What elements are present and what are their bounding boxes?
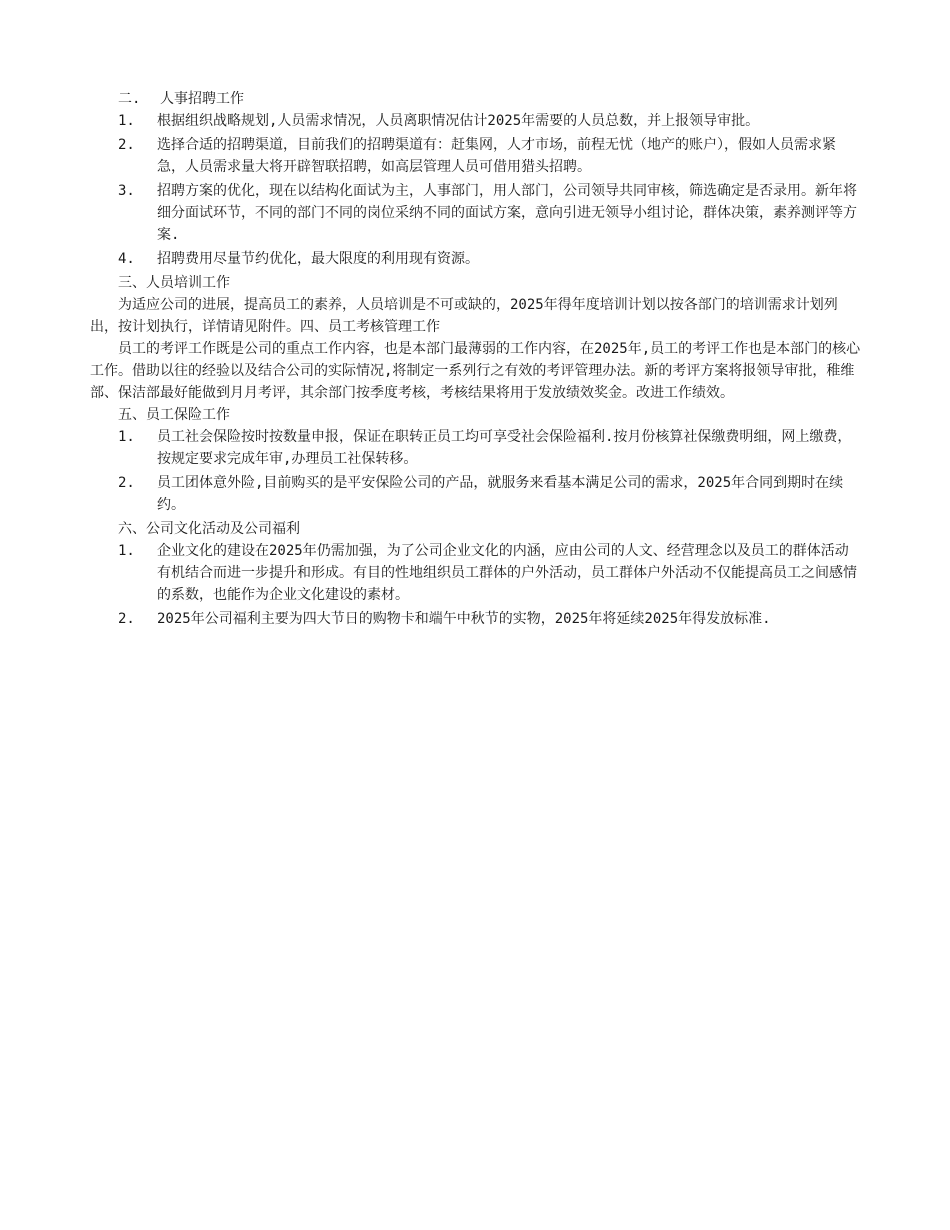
- list-item-text: 企业文化的建设在2025年仍需加强，为了公司企业文化的内涵，应由公司的人文、经营理念以及员工的群体活动有机结合而进一步提升和形成。有目的性地组织员工群体的户外活动，员工群体户外活动不仅能提高员工之间感情的系数，也能作为企业文化建设的素材。: [157, 543, 857, 603]
- list-item: [90, 248, 862, 270]
- training-paragraph: 为适应公司的进展，提高员工的素养，人员培训是不可或缺的，2025年得年度培训计划以按各部门的培训需求计划列出，按计划执行，详情请见附件。四、员工考核管理工作: [90, 297, 838, 335]
- list-item-text: 招聘方案的优化，现在以结构化面试为主，人事部门，用人部门，公司领导共同审核，筛选确定是否录用。新年将细分面试环节，不同的部门不同的岗位采纳不同的面试方案，意向引进无领导小组讨论，群体决策，素养测评等方案.: [157, 183, 857, 243]
- document-body: [90, 88, 862, 632]
- list-item: [90, 472, 862, 516]
- list-item: [90, 608, 862, 630]
- list-marker: 2.: [118, 137, 135, 153]
- list-marker: 1.: [118, 429, 135, 445]
- section-number: 二.: [118, 91, 141, 107]
- list-item-text: 2025年公司福利主要为四大节日的购物卡和端午中秋节的实物，2025年将延续2025年得发放标准.: [157, 611, 771, 627]
- list-item: [90, 110, 862, 132]
- list-marker: 1.: [118, 113, 135, 129]
- list-item: [90, 426, 862, 470]
- list-marker: 4.: [118, 251, 135, 267]
- recruitment-list: [90, 110, 862, 270]
- list-item: [90, 134, 862, 178]
- list-marker: 2.: [118, 611, 135, 627]
- section-heading-recruitment: [90, 88, 862, 110]
- list-item-text: 招聘费用尽量节约优化，最大限度的利用现有资源。: [157, 251, 479, 267]
- list-item-text: 根据组织战略规划,人员需求情况，人员离职情况估计2025年需要的人员总数，并上报领导审批。: [157, 113, 760, 129]
- list-item-text: 员工社会保险按时按数量申报，保证在职转正员工均可享受社会保险福利.按月份核算社保缴费明细，网上缴费，按规定要求完成年审,办理员工社保转移。: [157, 429, 852, 467]
- appraisal-paragraph: 员工的考评工作既是公司的重点工作内容，也是本部门最薄弱的工作内容，在2025年,员工的考评工作也是本部门的核心工作。借助以往的经验以及结合公司的实际情况,将制定一系列行之有效的考评管理办法。新的考评方案将报领导审批，稚维部、保洁部最好能做到月月考评，其余部门按季度考核，考核结果将用于发放绩效奖金。改进工作绩效。: [90, 341, 861, 401]
- list-marker: 2.: [118, 475, 135, 491]
- section-heading-insurance: 五、员工保险工作: [118, 407, 230, 423]
- list-item-text: 选择合适的招聘渠道，目前我们的招聘渠道有：赶集网，人才市场，前程无忧（地产的账户），假如人员需求紧急，人员需求量大将开辟智联招聘，如高层管理人员可借用猎头招聘。: [157, 137, 836, 175]
- list-item-text: 员工团体意外险,目前购买的是平安保险公司的产品，就服务来看基本满足公司的需求，2025年合同到期时在续约。: [157, 475, 844, 513]
- section-title: 人事招聘工作: [160, 91, 244, 107]
- insurance-list: [90, 426, 862, 516]
- list-marker: 3.: [118, 183, 135, 199]
- list-item: [90, 180, 862, 246]
- culture-list: [90, 540, 862, 630]
- list-marker: 1.: [118, 543, 135, 559]
- section-heading-culture: 六、公司文化活动及公司福利: [118, 521, 300, 537]
- list-item: [90, 540, 862, 606]
- section-heading-training: 三、人员培训工作: [118, 275, 230, 291]
